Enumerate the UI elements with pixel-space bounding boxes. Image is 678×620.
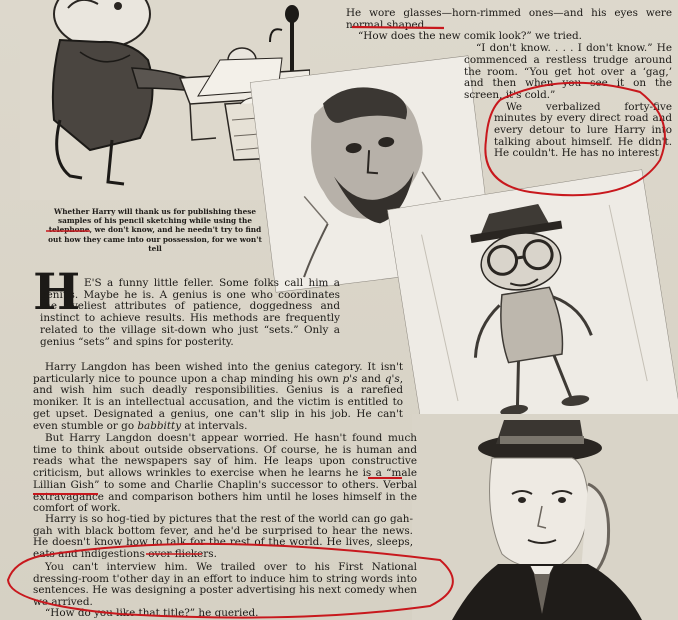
genius-text-c: at intervals. (181, 419, 248, 432)
wore-glasses-phrase: He wore glasses (346, 7, 442, 19)
cant-interview-paragraph: You can't interview him. We trailed over to his First National dressing-room t'other day in an effort to induce him to string words into sentences. He was designing a poster advertising his next comedy when we arrived. (33, 561, 417, 609)
qs-word: q's (384, 372, 400, 385)
comik-question: “How does the new comik look?” we tried. (358, 30, 582, 43)
drop-cap: H (33, 262, 81, 321)
not-worried-paragraph (33, 433, 417, 515)
right-column-text (346, 8, 672, 160)
harry-langdon-photo (412, 414, 678, 620)
genius-category-paragraph (33, 362, 403, 432)
genius-text-a: Harry Langdon has been wished into the genius category. It isn't particularly nice to pounce upon a chap minding his own (33, 361, 403, 385)
and-word: and (357, 372, 385, 385)
ps-word: p's (342, 372, 358, 385)
verbalized-paragraph: We verbalized forty-five minutes by every direct road and every detour to lure Harry into talking about himself. He didn't. He couldn't. He has no interest (494, 100, 672, 160)
restless-trudge-paragraph: “I don't know. . . . I don't know.” He commenced a restless trudge around the room. “You get hot over a ‘gag,’ and then when you see it on the screen, it's cold.” (464, 42, 672, 101)
worried-text-a: But Harry Langdon doesn't appear worried. He hasn't found much time to think about outside observations. Of course, he is human and reads what the newspapers say of him. He leaps upon constructive criticism, but allows wrinkles to exercise when he learns he is a (33, 432, 417, 480)
glasses-character-sketch (384, 169, 678, 454)
glasses-text: —horn-rimmed ones—and his eyes were normal shaped. (346, 7, 672, 31)
opening-paragraph: E'S a funny little feller. Some folks call him a genius. Maybe he is. A genius is one who coordinates the liveliest attributes of patience, doggedness and instinct to achieve results. His methods are frequently related to the village sit-down who just “sets.” Only a genius “sets” and spins for posterity. (40, 277, 340, 348)
worried-text-b: to some and Charlie Chaplin's successor to others. Verbal extravagance and comparison bothers him until he loses himself in the comfort of work. (33, 478, 417, 515)
genius-text-b: , and wish him such deadly responsibilities. Genius is a rarefied moniker. It is an intellectual accusation, and the victim is entitled to get upset. Designated a genius, one can't slip in his job. He can't even stumble or go (33, 372, 403, 432)
sketch-caption: Whether Harry will thank us for publishing these samples of his pencil sketching while using the telephone, we don't know, and he needn't try to find out how they came into our possession, for we won't tell (48, 207, 262, 253)
babbitty-word: babbitty (137, 419, 182, 432)
hog-tied-paragraph: Harry is so hog-tied by pictures that the rest of the world can go gah-gah with black bottom fever, and he'd be surprised to hear the news. He doesn't know how to talk for the rest of the world. He lives, sleeps, eats and indigestions over flickers. (33, 513, 413, 561)
male-lillian-gish-phrase: “male Lillian Gish” (33, 467, 417, 491)
title-question: “How do you like that title?” he queried. (45, 607, 259, 619)
